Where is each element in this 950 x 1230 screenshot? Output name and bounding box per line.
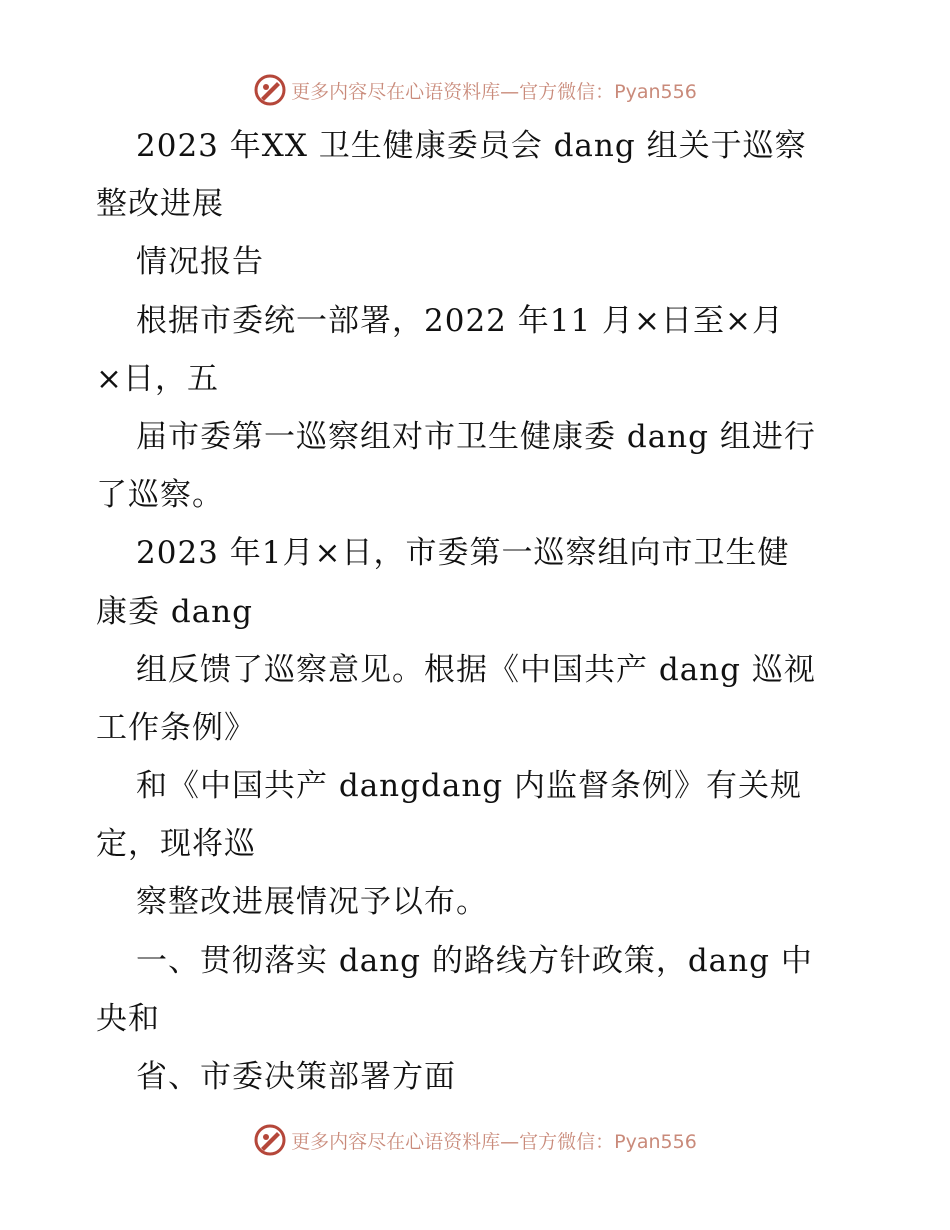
text-line: 组反馈了巡察意见。根据《中国共产 dang 巡视 bbox=[136, 651, 816, 688]
banner-text: 更多内容尽在心语资料库—官方微信：Pyan556 bbox=[291, 1130, 697, 1153]
banner-text: 更多内容尽在心语资料库—官方微信：Pyan556 bbox=[291, 80, 697, 103]
text-line: 情况报告 bbox=[136, 244, 264, 281]
text-line: 2023 年XX 卫生健康委员会 dang 组关于巡察 bbox=[136, 128, 807, 164]
text-line: 根据市委统一部署，2022 年11 月×日至×月 bbox=[136, 302, 784, 339]
text-line: 届市委第一巡察组对市卫生健康委 dang 组进行 bbox=[136, 418, 816, 455]
text-line: 省、市委决策部署方面 bbox=[136, 1059, 456, 1095]
text-line: 康委 dang bbox=[96, 593, 253, 630]
text-line: 央和 bbox=[96, 1000, 160, 1037]
text-line: 了巡察。 bbox=[96, 477, 224, 514]
footer-banner bbox=[0, 1120, 950, 1160]
text-line: 定，现将巡 bbox=[96, 826, 256, 863]
text-line: 工作条例》 bbox=[96, 709, 256, 746]
text-line: ×日，五 bbox=[96, 360, 219, 397]
text-line: 和《中国共产 dangdang 内监督条例》有关规 bbox=[136, 768, 802, 805]
text-line: 察整改进展情况予以布。 bbox=[136, 884, 488, 921]
pen-seal-icon bbox=[253, 1123, 287, 1157]
text-line: 整改进展 bbox=[96, 186, 224, 223]
pen-seal-icon bbox=[253, 73, 287, 107]
text-line: 2023 年1月×日，市委第一巡察组向市卫生健 bbox=[136, 535, 790, 572]
header-banner bbox=[0, 70, 950, 110]
document-body bbox=[96, 117, 856, 1106]
text-line: 一、贯彻落实 dang 的路线方针政策，dang 中 bbox=[136, 942, 813, 979]
